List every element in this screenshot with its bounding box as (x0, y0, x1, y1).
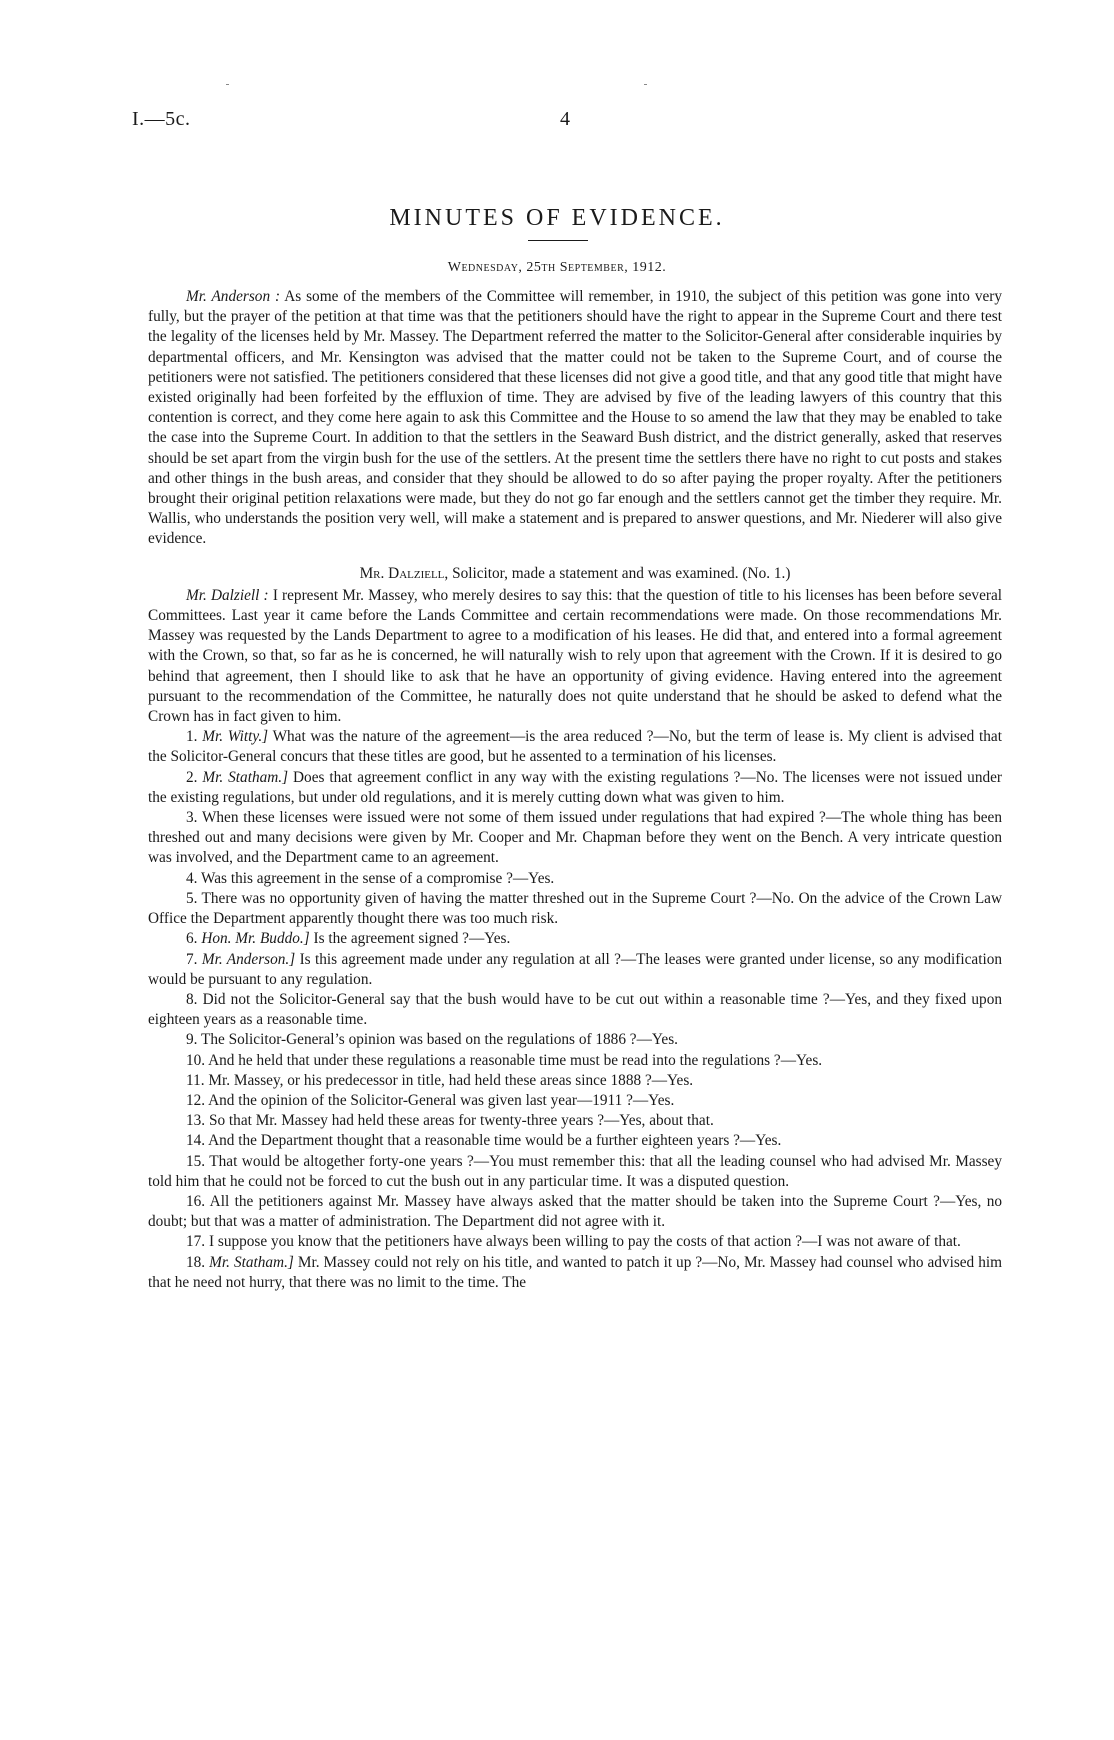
question-text: And the Department thought that a reasonable time would be a further eighteen years ?—Yes. (208, 1132, 782, 1150)
page-number: 4 (560, 108, 570, 130)
question-number: 8. (186, 990, 198, 1008)
question-item (148, 929, 1002, 949)
page-title: MINUTES OF EVIDENCE. (389, 205, 725, 231)
witness-statement (148, 586, 1002, 727)
statement-text: As some of the members of the Committee will remember, in 1910, the subject of this petition was gone into very fully, but the prayer of the petition at that time was that the petitioners should have the right to appear in the Supreme Court and there test the legality of the licenses held by Mr. Massey. The Department referred the matter to the Solicitor-General after considerable inquiries by departmental officers, and Mr. Kensington was advised that the matter could not be taken to the Supreme Court, and of course the petitioners were not satisfied. The petitioners considered that these licenses did not give a good title, and that any good title that might have existed originally had been forfeited by the effluxion of time. They are advised by five of the leading lawyers of this country that this contention is correct, and they come here again to ask this Committee and the House to so amend the law that they may be enabled to take the case into the Supreme Court. In addition to that the settlers in the Seaward Bush district, and the district generally, asked that reserves should be set apart from the virgin bush for the use of the settlers. At the present time the settlers there have no right to cut posts and stakes and other things in the bush areas, and consider that they should be allowed to do so after paying the proper royalty. After the petitioners brought their original petition relaxations were made, but they do not go far enough and the settlers cannot get the timber they require. Mr. Wallis, who understands the position very well, will make a statement and is prepared to answer questions, and Mr. Niederer will also give evidence. (148, 288, 1003, 548)
question-number: 11. (186, 1071, 205, 1089)
witness-heading (148, 564, 1002, 584)
question-number: 7. (186, 950, 198, 968)
question-item (148, 768, 1002, 808)
question-item (148, 869, 1002, 889)
question-text: Mr. Massey could not rely on his title, and wanted to patch it up ?—No, Mr. Massey had counsel who advised him that he need not hurry, that there was no limit to the time. The (148, 1253, 1003, 1291)
question-text: And the opinion of the Solicitor-General was given last year—1911 ?—Yes. (208, 1091, 675, 1109)
question-text: Is the agreement signed ?—Yes. (313, 930, 511, 948)
question-number: 1. (186, 728, 198, 746)
question-number: 4. (186, 869, 198, 887)
question-item (148, 950, 1002, 990)
question-number: 9. (186, 1031, 198, 1049)
question-number: 5. (186, 889, 198, 907)
question-text: When these licenses were issued were not some of them issued under regulations that had expired ?—The whole thing has been threshed out and many decisions were given by Mr. Cooper and Mr. Chapman before they went on the Bench. A very intricate question was involved, and the Department came to an agreement. (148, 809, 1002, 867)
question-number: 2. (186, 768, 198, 786)
question-text: Mr. Massey, or his predecessor in title, had held these areas since 1888 ?—Yes. (208, 1071, 694, 1089)
question-number: 15. (186, 1152, 206, 1170)
question-number: 17. (186, 1233, 206, 1251)
questioner-name: Mr. Witty.] (202, 728, 269, 746)
question-item (148, 1111, 1002, 1131)
question-item (148, 889, 1002, 929)
question-text: All the petitioners against Mr. Massey have always asked that the matter should be taken into the Supreme Court ?—Yes, no doubt; but that was a matter of administration. The Department did not agree with it. (148, 1192, 1002, 1231)
question-item (148, 1091, 1002, 1111)
question-item (148, 808, 1002, 869)
question-number: 3. (186, 809, 198, 827)
speaker-name: Mr. Anderson : (186, 288, 281, 305)
question-item (148, 1253, 1002, 1293)
question-number: 6. (186, 930, 198, 948)
question-item (148, 1071, 1002, 1091)
questioner-name: Mr. Statham.] (202, 768, 289, 786)
question-number: 18. (186, 1253, 206, 1271)
question-text: So that Mr. Massey had held these areas for twenty-three years ?—Yes, about that. (208, 1112, 714, 1130)
question-item (148, 1232, 1002, 1252)
question-text: Was this agreement in the sense of a compromise ?—Yes. (201, 869, 555, 887)
statement-text: I represent Mr. Massey, who merely desires to say this: that the question of title to his licenses has been before several Committees. Last year it came before the Lands Committee and certain recommendations were made. On those recommendations Mr. Massey was requested by the Lands Department to agree to a modification of his leases. He did that, and entered into a formal agreement with the Crown, so that, so far as he is concerned, he will naturally wish to rely upon that agreement with the Crown. If it is desired to go behind that agreement, then I should like to ask that he have an opportunity of giving evidence. Having entered into the agreement pursuant to the recommendation of the Committee, he naturally does not quite understand that he should be asked to defend what the Crown has in fact given to him. (148, 586, 1002, 726)
question-text: There was no opportunity given of having the matter threshed out in the Supreme Court ?—No. On the advice of the Crown Law Office the Department apparently thought there was too much risk. (148, 889, 1002, 928)
question-number: 12. (186, 1091, 206, 1109)
document-reference: I.—5c. (132, 108, 191, 130)
question-list (148, 727, 1002, 1293)
minutes-body (148, 287, 1002, 1293)
speaker-name: Mr. Dalziell : (186, 586, 269, 604)
witness-description: Solicitor, made a statement and was examined. (No. 1.) (452, 564, 791, 582)
questioner-name: Hon. Mr. Buddo.] (201, 930, 310, 948)
question-item (148, 1030, 1002, 1050)
question-text: The Solicitor-General’s opinion was based on the regulations of 1886 ?—Yes. (201, 1031, 678, 1049)
question-text: That would be altogether forty-one years ?—You must remember this: that all the leading counsel who had advised Mr. Massey told him that he could not be forced to cut the bush out in any particular time. It was a disputed question. (148, 1152, 1002, 1190)
question-item (148, 1192, 1002, 1232)
question-item (148, 1051, 1002, 1071)
question-item (148, 1152, 1002, 1192)
scan-speck (226, 84, 229, 85)
question-text: I suppose you know that the petitioners have always been willing to pay the costs of that action ?—I was not aware of that. (208, 1233, 961, 1251)
question-text: What was the nature of the agreement—is the area reduced ?—No, but the term of lease is. My client is advised that the Solicitor-General concurs that these titles are good, but he assented to a termination of his licenses. (148, 728, 1002, 766)
opening-statement (148, 287, 1002, 550)
title-divider (528, 240, 588, 241)
question-number: 10. (186, 1051, 206, 1069)
question-text: And he held that under these regulations a reasonable time must be read into the regulations ?—Yes. (208, 1051, 823, 1069)
question-item (148, 1131, 1002, 1151)
question-text: Is this agreement made under any regulation at all ?—The leases were granted under license, so any modification would be pursuant to any regulation. (148, 950, 1002, 988)
question-number: 16. (186, 1192, 206, 1210)
question-item (148, 727, 1002, 767)
questioner-name: Mr. Statham.] (209, 1253, 294, 1271)
questioner-name: Mr. Anderson.] (201, 950, 296, 968)
question-number: 13. (186, 1112, 206, 1130)
scan-speck (644, 84, 647, 85)
witness-name: Mr. Dalziell, (359, 564, 449, 582)
question-item (148, 990, 1002, 1030)
session-date: Wednesday, 25th September, 1912. (447, 260, 667, 275)
question-text: Did not the Solicitor-General say that the bush would have to be cut out within a reasonable time ?—Yes, and they fixed upon eighteen years as a reasonable time. (148, 990, 1002, 1029)
question-number: 14. (186, 1132, 206, 1150)
question-text: Does that agreement conflict in any way with the existing regulations ?—No. The licenses were not issued under the existing regulations, but under old regulations, and it is merely cutting down what was given to him. (148, 768, 1003, 806)
